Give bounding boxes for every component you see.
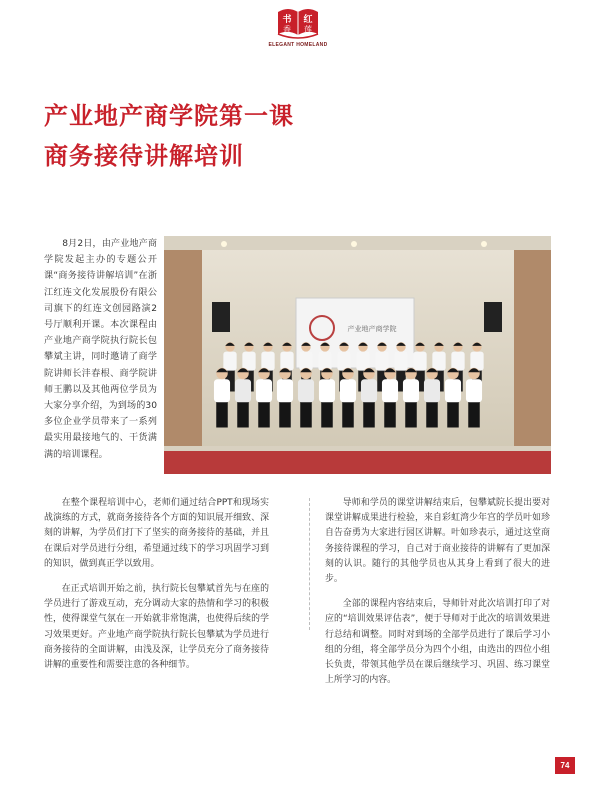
article-title-line-1: 产业地产商学院第一课	[44, 102, 294, 130]
intro-paragraph: 8月2日，由产业地产商学院发起主办的专题公开课“商务接待讲解培训”在浙江红连文化发展股份有限公司旗下的红连文创园路演2号厅顺利开课。本次课程由产业地产商学院执行院长包攀斌主讲，同时邀请了商学院讲师长沣春根、商学院讲师王鹏以及其他两位学员为大家分享介绍，为到场的30多位企业学员带来了一系列最实用最接地气的、干货满满的培训课程。	[44, 239, 157, 460]
logo-char-4: 莲	[304, 25, 312, 34]
logo-char-3: 香	[283, 25, 291, 34]
left-column	[44, 496, 269, 683]
group-photo	[164, 236, 551, 474]
left-paragraph-1: 在整个课程培训中心，老师们通过结合PPT和现场实战演练的方式，就商务接待各个方面的知识展开细致、深刻的讲解，为学员们打下了坚实的商务接待的基础，并且在课后对学员进行分组，希望通过线下的学习巩固学习到的知识，做到真正学以致用。	[44, 498, 269, 569]
page-number: 74	[555, 757, 575, 774]
logo-char-1: 书	[282, 15, 292, 25]
column-divider	[309, 498, 310, 630]
right-column	[325, 496, 550, 698]
article-title-line-2: 商务接待讲解培训	[44, 142, 244, 170]
group-photo-illustration	[164, 236, 551, 474]
right-paragraph-1: 导师和学员的课堂讲解结束后，包攀斌院长提出要对课堂讲解成果进行检验，来自彩虹湾少年宫的学员叶如珍自告奋勇为大家进行园区讲解。叶如珍表示，通过这堂商务接待课程的学习，自己对于商业接待的讲解有了更加深刻的认识。随行的其他学员也从其身上看到了很大的进步。	[325, 498, 550, 585]
book-lotus-logo	[274, 4, 322, 42]
logo-char-2: 红	[303, 15, 313, 25]
screen-text: 产业地产商学院	[347, 325, 397, 333]
right-paragraph-2: 全部的课程内容结束后，导师针对此次培训打印了对应的“培训效果评估表”，便于导师对于此次的培训效果进行总结和调整。同时对到场的全部学员进行了课后学习小组的分组，将全部学员分为四个小组，由选出的四位小组长负责，带领其他学员在课后继续学习、巩固、练习课堂上所学习的内容。	[325, 599, 550, 686]
logo-subtitle: ELEGANT HOMELAND	[268, 42, 328, 48]
left-paragraph-2: 在正式培训开始之前，执行院长包攀斌首先与在座的学员进行了游戏互动，充分调动大家的热情和学习的积极性，使得课堂气氛在一开始就非常饱满，也使得后续的学习效果更好。产业地产商学院执行院长包攀斌为学员进行商务接待的全面讲解，由浅及深，让学员充分了商务接待讲解的重要性和需要注意的各种细节。	[44, 584, 269, 671]
